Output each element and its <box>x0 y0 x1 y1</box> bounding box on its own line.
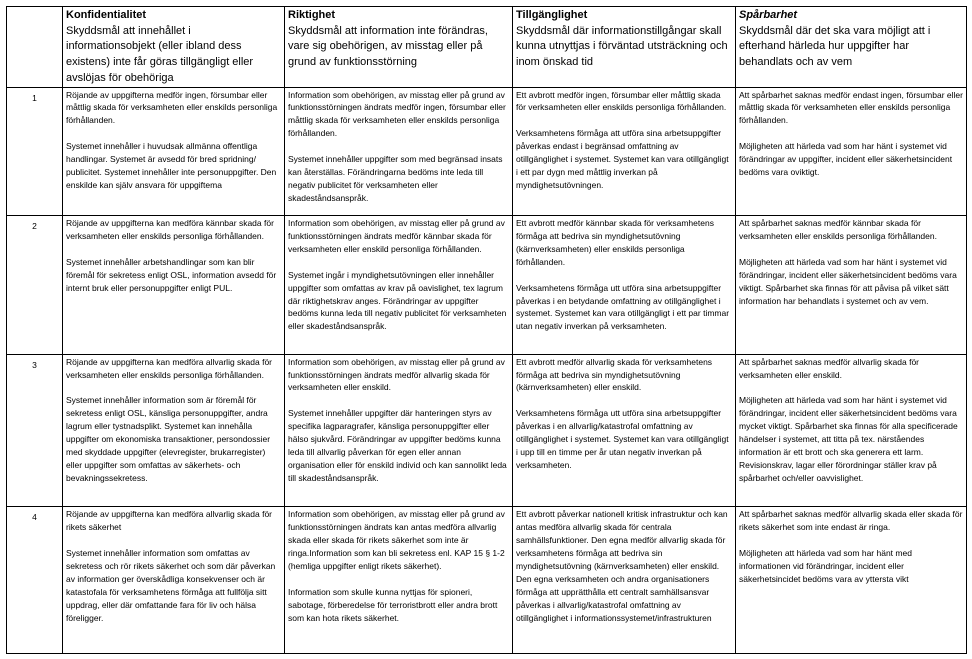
header-row <box>7 7 967 88</box>
level-header <box>7 7 63 88</box>
cell-paragraph: Möjligheten att härleda vad som har hänt i systemet vid förändringar, incident eller säkerhetsincident bedöms vara mycket viktigt. Spårbarhet ska finnas för alla specificerade händelser i systemet, att titta på tex. närståendes information är ett brott och ska generera ett larm. Revisionskrav, lagar eller förordningar ställer krav på spårbarhet och/eller oavvislighet. <box>739 395 958 483</box>
cell-paragraph: Verksamhetens förmåga utt utföra sina arbetsuppgifter påverkas i en allvarlig/katastrofal omfattning av otillgänglighet i systemet. Systemet kan vara otillgängligt i upp till en timme per år utan negativ inverkan på verksamheten. <box>516 408 729 470</box>
table-row-level-3 <box>7 354 967 507</box>
cell-paragraph: Ett avbrott medför kännbar skada för verksamhetens förmåga att bedriva sin myndighetsutövning (kärnverksamheten) eller enskilds personliga förhållanden. <box>516 218 714 267</box>
cell-paragraph: Information som skulle kunna nyttjas för spioneri, sabotage, förberedelse för terroristbrott eller andra brott som kan hota rikets säkerhet. <box>288 586 498 623</box>
cell-tillganglighet <box>513 354 736 507</box>
header-title: Tillgänglighet <box>516 9 588 21</box>
cell-paragraph: Systemet innehåller information som är föremål för sekretess enligt OSL, känsliga personuppgifter, andra lagrum eller tystnadsplikt. Systemet kan innehålla uppgifter om ekonomiska transaktioner, persondossier med skyddade uppgifter (elevregister, brukarregister) eller uppgifter som omfattas av säkerhets- och bevakningssekretess. <box>66 395 271 483</box>
cell-paragraph: Verksamhetens förmåga utt utföra sina arbetsuppgifter påverkas i en betydande omfattning av otillgänglighet i systemet. Systemet kan vara otillgängligt i ett par timmar utan negativ inverkan på verksamheten. <box>516 282 730 332</box>
cell-paragraph: Att spårbarhet saknas medför endast ingen, försumbar eller måttlig skada för verksamheten eller enskilds personliga förhållanden. <box>739 89 963 126</box>
cell-paragraph: Möjligheten att härleda vad som har hänt i systemet vid förändringar av uppgifter, incident eller säkerhetsincident bedöms vara oviktigt. <box>739 141 953 177</box>
cell-konfidentialitet <box>63 87 285 216</box>
cell-paragraph: Information som obehörigen, av misstag eller på grund av funktionsstörningen ändrats kan antas medföra allvarlig skada eller skada för rikets säkerhet som inte är ringa.Information som kan bli sekretess enl. KAP 15 § 1-2 (hemliga uppgifter enligt rikets säkerhet). <box>288 509 505 571</box>
level-number: 4 <box>7 507 63 654</box>
cell-paragraph: Möjligheten att härleda vad som har hänt med informationen vid förändringar, incident eller säkerhetsincidet bedöms vara av yttersta vikt <box>739 548 912 584</box>
header-riktighet <box>285 7 513 88</box>
table-row-level-1 <box>7 87 967 216</box>
cell-paragraph: Ett avbrott medför ingen, försumbar eller måttlig skada för verksamheten eller enskilds personliga förhållanden. <box>516 89 727 113</box>
level-number: 1 <box>7 87 63 216</box>
cell-konfidentialitet <box>63 354 285 507</box>
header-tillganglighet <box>513 7 736 88</box>
cell-paragraph: Att spårbarhet saknas medför allvarlig skada eller skada för rikets säkerhet som inte endast är ringa. <box>739 509 963 533</box>
cell-paragraph: Systemet ingår i myndighetsutövningen eller innehåller uppgifter som omfattas av krav på oavislighet, tex lagrum där riktighetskrav anges. Förändringar av uppgifter bedöms kunna leda till negativ publicitet för verksamheten eller skadeståndsanspråk. <box>288 269 507 332</box>
level-number: 2 <box>7 216 63 355</box>
cell-sparbarhet <box>736 87 967 216</box>
table-body <box>7 87 967 653</box>
cell-paragraph: Möjligheten att härleda vad som har hänt i systemet vid förändringar, incident eller säkerhetsincident bedöms vara viktigt. Spårbarhet ska finnas för att påvisa på vilket sätt information har behandlats i systemet och av vem. <box>739 256 957 306</box>
cell-riktighet <box>285 354 513 507</box>
cell-paragraph: Systemet innehåller i huvudsak allmänna offentliga handlingar. Systemet är avsedd för bred spridning/ publicitet. Systemet innehåller inte personuppgifter. Den enskilde kan själv ansvara för uppgiftema <box>66 141 277 190</box>
cell-paragraph: Systemet innehåller uppgifter som med begränsad insats kan återställas. Förändringarna bedöms inte leda till negativ publicitet för verksamheten eller skadeståndsanspråk. <box>288 154 503 203</box>
level-number: 3 <box>7 354 63 507</box>
header-konfidentialitet <box>63 7 285 88</box>
cell-paragraph: Att spårbarhet saknas medför allvarlig skada för verksamheten eller enskild. <box>739 356 920 380</box>
cell-riktighet <box>285 216 513 355</box>
cell-paragraph: Röjande av uppgifterna medför ingen, försumbar eller måttlig skada för verksamheten eller enskilds personliga förhållanden. <box>66 89 278 126</box>
cell-paragraph: Att spårbarhet saknas medför kännbar skada för verksamheten eller enskilds personliga förhållanden. <box>739 218 937 241</box>
cell-paragraph: Information som obehörigen, av misstag eller på grund av funktionsstörningen ändrats medför kännbar skada för verksamheten eller enskild personliga förhållanden. <box>288 218 505 254</box>
header-title: Konfidentialitet <box>66 9 147 21</box>
header-description: Skyddsmål där informationstillgångar skall kunna utnyttjas i förväntad utsträckning och inom önskad tid <box>516 24 728 69</box>
cell-paragraph: Verksamhetens förmåga att utföra sina arbetsuppgifter påverkas endast i begränsad omfattning av otillgänglighet i systemet. Systemet kan vara otillgängligt i ett par dygn med måttlig inverkan på myndighetsutövningen. <box>516 128 729 190</box>
cell-sparbarhet <box>736 216 967 355</box>
cell-paragraph: Information som obehörigen, av misstag eller på grund av funktionsstörningen ändrats medför allvarlig skada för verksamheten eller enskild. <box>288 356 505 393</box>
classification-table <box>6 6 967 654</box>
cell-konfidentialitet <box>63 507 285 654</box>
cell-paragraph: Röjande av uppgifterna kan medföra kännbar skada för verksamheten eller enskilds personliga förhållanden. <box>66 218 274 241</box>
cell-tillganglighet <box>513 507 736 654</box>
cell-paragraph: Systemet innehåller information som omfattas av sekretess och rör rikets säkerhet och som där påverkan av information ger överskådliga konsekvenser och är katastofala för verksamhetens förmåga att fullfölja sitt uppdrag, eller där omfattande fara för liv och hälsa föreligger. <box>66 548 276 623</box>
header-description: Skyddsmål att innehållet i informationsobjekt (eller ibland dess existens) inte får göras tillgängligt eller avslöjas för obehöriga <box>66 24 254 84</box>
cell-sparbarhet <box>736 354 967 507</box>
cell-paragraph: Röjande av uppgifterna kan medföra allvarlig skada för verksamheten eller enskilds personliga förhållanden. <box>66 356 273 380</box>
header-title: Spårbarhet <box>739 9 798 21</box>
table-row-level-2 <box>7 216 967 355</box>
cell-paragraph: Systemet innehåller uppgifter där hanteringen styrs av specifika lagparagrafer, känsliga personuppgifter eller hälso sjukvård. Förändringar av uppgifter bedöms kunna leda till allvarlig påverkan för egen eller annan organisation eller för enskild individ och kan sannolikt leda till skadeståndsanspråk. <box>288 408 507 483</box>
cell-sparbarhet <box>736 507 967 654</box>
cell-riktighet <box>285 87 513 216</box>
table-row-level-4 <box>7 507 967 654</box>
cell-tillganglighet <box>513 87 736 216</box>
cell-tillganglighet <box>513 216 736 355</box>
cell-paragraph: Röjande av uppgifterna kan medföra allvarlig skada för rikets säkerhet <box>66 509 273 533</box>
cell-paragraph: Systemet innehåller arbetshandlingar som kan blir föremål för sekretess enligt OSL, information avsedd för internt bruk eller personuppgifter enligt PUL. <box>66 256 277 293</box>
cell-riktighet <box>285 507 513 654</box>
header-description: Skyddsmål där det ska vara möjligt att i efterhand härleda hur uppgifter har behandlats och av vem <box>739 24 931 69</box>
header-title: Riktighet <box>288 9 336 21</box>
cell-konfidentialitet <box>63 216 285 355</box>
header-description: Skyddsmål att information inte förändras, vare sig obehörigen, av misstag eller på grund av funktionsstörning <box>288 24 488 69</box>
cell-paragraph: Ett avbrott medför allvarlig skada för verksamhetens förmåga att bedriva sin myndighetsutövning (kärnverksamheten) eller enskild. <box>516 356 713 393</box>
cell-paragraph: Information som obehörigen, av misstag eller på grund av funktionsstörningen ändrats medför ingen, försumbar eller måttlig skada för verksamheten eller enskilds personliga förhållanden. <box>288 89 506 139</box>
cell-paragraph: Ett avbrott påverkar nationell kritisk infrastruktur och kan antas medföra allvarlig skada för centrala samhällsfunktioner. Den egna medför allvarlig skada för verksamhetens förmåga att bedriva sin myndighetsutövning (kärnverksamheten) eller enskild. Den egna verksamheten och andra organisationers förmåga att upprätthålla ett centralt samhällsansvar påverkas i allvarlig/katastrofal omfattning av otillgänglighet i informationssystemet/infrastrukturen <box>516 509 728 623</box>
header-sparbarhet <box>736 7 967 88</box>
